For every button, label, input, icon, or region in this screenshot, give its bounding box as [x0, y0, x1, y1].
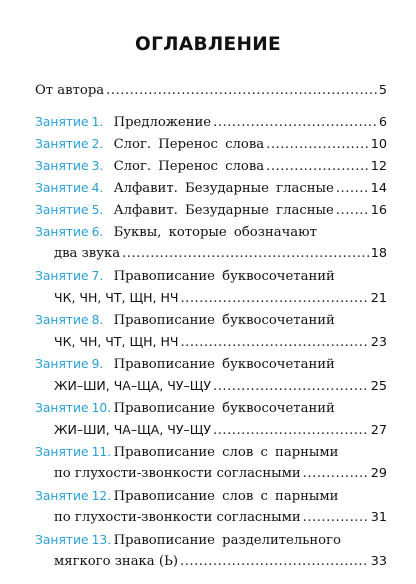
- toc-page-number: 18: [370, 246, 387, 261]
- dot-leader: [106, 80, 377, 102]
- toc-entry-text: по глухости-звонкости согласными: [54, 510, 301, 525]
- toc-entry-text: Правописание буквосочетаний: [113, 401, 335, 416]
- toc-page-number: 10: [370, 137, 387, 152]
- toc-entry-lesson-7[interactable]: [35, 265, 387, 309]
- lesson-list: [35, 111, 387, 573]
- toc-page-number: 33: [370, 554, 387, 569]
- dot-leader: [266, 134, 369, 156]
- toc-page-number: 16: [370, 203, 387, 218]
- dot-leader: [303, 463, 369, 485]
- lesson-label: Занятие: [35, 203, 89, 217]
- toc-entry-continuation: [35, 287, 387, 309]
- toc-entry-lesson-10[interactable]: [35, 397, 387, 441]
- toc-entry-text: Слог. Перенос слова: [113, 159, 265, 174]
- toc-entry-row: [35, 133, 387, 155]
- toc-entry-continuation: [35, 331, 387, 353]
- lesson-label: Занятие: [35, 445, 89, 459]
- dot-leader: [266, 156, 369, 178]
- toc-entry-row: [35, 80, 387, 102]
- lesson-label: Занятие: [35, 533, 89, 547]
- toc-entry-text: Слог. Перенос слова: [113, 137, 265, 152]
- lesson-number: 2.: [91, 137, 104, 151]
- lesson-number: 4.: [91, 181, 104, 195]
- toc-entry-continuation: [35, 463, 387, 485]
- lesson-label: Занятие: [35, 137, 89, 151]
- toc-entry-row: [35, 529, 387, 551]
- dot-leader: [122, 243, 369, 265]
- toc-entry-lesson-6[interactable]: [35, 221, 387, 265]
- toc-entry-lesson-12[interactable]: [35, 485, 387, 529]
- dot-leader: [336, 178, 369, 200]
- lesson-number: 9.: [91, 357, 104, 371]
- toc-entry-text: Правописание разделительного: [113, 533, 341, 548]
- toc-entry-row: [35, 397, 387, 419]
- lesson-number: 8.: [91, 313, 104, 327]
- toc-entry-continuation: [35, 243, 387, 265]
- toc-entry-continuation: [35, 419, 387, 441]
- toc-page-number: 29: [370, 466, 387, 481]
- toc-page-number: 21: [370, 291, 387, 306]
- toc-entry-text: по глухости-звонкости согласными: [54, 466, 301, 481]
- page-title: ОГЛАВЛЕНИЕ: [135, 34, 281, 55]
- lesson-label: Занятие: [35, 225, 89, 239]
- toc-entry-lesson-5[interactable]: [35, 199, 387, 221]
- dot-leader: [303, 507, 369, 529]
- lesson-label: Занятие: [35, 181, 89, 195]
- toc-entry-author[interactable]: [35, 80, 387, 102]
- lesson-number: 1.: [91, 115, 104, 129]
- toc-entry-lesson-2[interactable]: [35, 133, 387, 155]
- toc-entry-continuation: [35, 507, 387, 529]
- toc-entry-text: Алфавит. Безударные гласные: [113, 203, 334, 218]
- lesson-number: 11.: [91, 445, 112, 459]
- toc-entry-continuation: [35, 551, 387, 573]
- toc-entry-lesson-9[interactable]: [35, 353, 387, 397]
- lesson-number: 13.: [91, 533, 112, 547]
- toc-entry-lesson-3[interactable]: [35, 155, 387, 177]
- toc-entry-lesson-8[interactable]: [35, 309, 387, 353]
- lesson-label: Занятие: [35, 115, 89, 129]
- toc-entry-row: [35, 265, 387, 287]
- dot-leader: [213, 112, 377, 134]
- lesson-label: Занятие: [35, 401, 89, 415]
- lesson-label: Занятие: [35, 313, 89, 327]
- toc-page-number: 25: [370, 379, 387, 394]
- dot-leader: [180, 332, 368, 354]
- lesson-number: 10.: [91, 401, 112, 415]
- lesson-number: 5.: [91, 203, 104, 217]
- toc-entry-row: [35, 353, 387, 375]
- toc-entry-text: мягкого знака (Ь): [54, 554, 179, 569]
- toc-entry-text: ЖИ–ШИ, ЧА–ЩА, ЧУ–ЩУ: [54, 422, 211, 437]
- toc-entry-lesson-1[interactable]: [35, 111, 387, 133]
- toc-entry-text: Правописание слов с парными: [113, 489, 339, 504]
- dot-leader: [180, 551, 369, 573]
- toc-entry-lesson-11[interactable]: [35, 441, 387, 485]
- toc-entry-text: два звука: [54, 246, 121, 261]
- toc-entry-row: [35, 111, 387, 133]
- toc-entry-text: ЧК, ЧН, ЧТ, ЩН, НЧ: [54, 290, 179, 305]
- toc-entry-text: От автора: [35, 83, 105, 98]
- toc-entry-text: Правописание буквосочетаний: [113, 313, 335, 328]
- toc-entry-text: Правописание слов с парными: [113, 445, 339, 460]
- toc-entry-text: Буквы, которые обозначают: [113, 225, 317, 240]
- toc-entry-text: Правописание буквосочетаний: [113, 357, 335, 372]
- toc-entry-text: ЖИ–ШИ, ЧА–ЩА, ЧУ–ЩУ: [54, 378, 211, 393]
- toc-entry-text: ЧК, ЧН, ЧТ, ЩН, НЧ: [54, 334, 179, 349]
- toc-entry-continuation: [35, 375, 387, 397]
- toc-entry-row: [35, 441, 387, 463]
- lesson-number: 7.: [91, 269, 104, 283]
- toc-page-number: 31: [370, 510, 387, 525]
- lesson-number: 6.: [91, 225, 104, 239]
- dot-leader: [336, 200, 369, 222]
- toc-entry-text: Предложение: [113, 115, 212, 130]
- toc-entry-row: [35, 177, 387, 199]
- toc-entry-row: [35, 309, 387, 331]
- toc-entry-lesson-4[interactable]: [35, 177, 387, 199]
- toc-page-number: 12: [370, 159, 387, 174]
- toc-page-number: 14: [370, 181, 387, 196]
- toc-entry-row: [35, 485, 387, 507]
- toc-page-number: 23: [370, 335, 387, 350]
- lesson-label: Занятие: [35, 159, 89, 173]
- table-of-contents: [35, 80, 387, 573]
- toc-entry-text: Правописание буквосочетаний: [113, 269, 335, 284]
- dot-leader: [213, 420, 369, 442]
- lesson-number: 12.: [91, 489, 112, 503]
- toc-entry-lesson-13[interactable]: [35, 529, 387, 573]
- lesson-label: Занятие: [35, 357, 89, 371]
- toc-page-number: 27: [370, 423, 387, 438]
- toc-entry-text: Алфавит. Безударные гласные: [113, 181, 334, 196]
- dot-leader: [180, 288, 368, 310]
- lesson-label: Занятие: [35, 269, 89, 283]
- toc-page-number: 5: [378, 83, 387, 98]
- lesson-number: 3.: [91, 159, 104, 173]
- lesson-label: Занятие: [35, 489, 89, 503]
- toc-entry-row: [35, 155, 387, 177]
- toc-entry-row: [35, 199, 387, 221]
- toc-entry-row: [35, 221, 387, 243]
- dot-leader: [213, 376, 369, 398]
- toc-page-number: 6: [378, 115, 387, 130]
